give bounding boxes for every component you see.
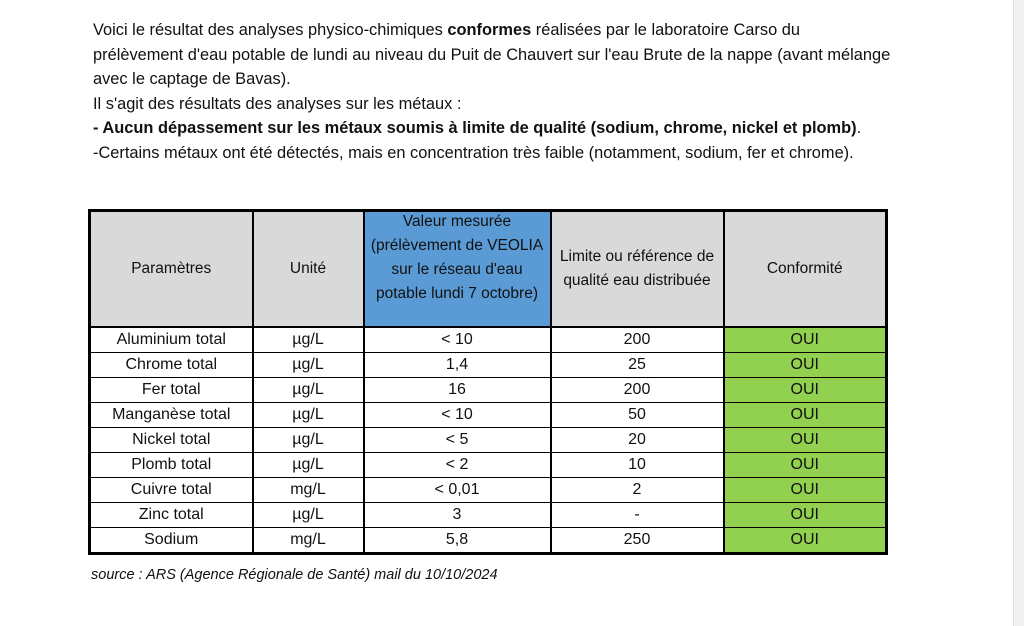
cell-conformite: OUI bbox=[724, 327, 887, 353]
cell-valeur: < 0,01 bbox=[364, 478, 551, 503]
results-table bbox=[88, 209, 888, 555]
cell-limite: 50 bbox=[551, 403, 724, 428]
table-row bbox=[90, 353, 887, 378]
header-valeur-mesuree: Valeur mesurée (prélèvement de VEOLIA sur le réseau d'eau potable lundi 7 octobre) bbox=[364, 211, 551, 328]
cell-unite: µg/L bbox=[253, 453, 364, 478]
header-unite: Unité bbox=[253, 211, 364, 328]
cell-limite: 200 bbox=[551, 378, 724, 403]
cell-parametre: Manganèse total bbox=[90, 403, 253, 428]
cell-unite: µg/L bbox=[253, 428, 364, 453]
table-row bbox=[90, 528, 887, 554]
cell-unite: µg/L bbox=[253, 353, 364, 378]
cell-conformite: OUI bbox=[724, 453, 887, 478]
cell-valeur: 5,8 bbox=[364, 528, 551, 554]
cell-conformite: OUI bbox=[724, 403, 887, 428]
cell-parametre: Zinc total bbox=[90, 503, 253, 528]
cell-limite: 10 bbox=[551, 453, 724, 478]
cell-valeur: 3 bbox=[364, 503, 551, 528]
table-header-row bbox=[90, 211, 887, 328]
intro-text bbox=[93, 18, 893, 165]
cell-valeur: 16 bbox=[364, 378, 551, 403]
cell-valeur: < 10 bbox=[364, 403, 551, 428]
cell-parametre: Cuivre total bbox=[90, 478, 253, 503]
source-caption: source : ARS (Agence Régionale de Santé) mail du 10/10/2024 bbox=[91, 567, 498, 583]
cell-conformite: OUI bbox=[724, 428, 887, 453]
cell-parametre: Chrome total bbox=[90, 353, 253, 378]
cell-parametre: Plomb total bbox=[90, 453, 253, 478]
intro-paragraph-1: Voici le résultat des analyses physico-chimiques conformes réalisées par le laboratoire Carso du prélèvement d'eau potable de lundi au niveau du Puit de Chauvert sur l'eau Brute de la nappe (avant mélange avec le captage de Bavas). bbox=[93, 21, 891, 88]
cell-conformite: OUI bbox=[724, 503, 887, 528]
table-row bbox=[90, 453, 887, 478]
table-row bbox=[90, 478, 887, 503]
cell-limite: 2 bbox=[551, 478, 724, 503]
intro-paragraph-3: - Aucun dépassement sur les métaux soumis à limite de qualité (sodium, chrome, nickel et plomb). bbox=[93, 119, 862, 137]
cell-parametre: Sodium bbox=[90, 528, 253, 554]
cell-limite: 25 bbox=[551, 353, 724, 378]
table-row bbox=[90, 378, 887, 403]
cell-unite: mg/L bbox=[253, 528, 364, 554]
intro-paragraph-4: -Certains métaux ont été détectés, mais en concentration très faible (notamment, sodium, fer et chrome). bbox=[93, 143, 854, 162]
header-conformite: Conformité bbox=[724, 211, 887, 328]
cell-unite: µg/L bbox=[253, 503, 364, 528]
header-parametres: Paramètres bbox=[90, 211, 253, 328]
header-limite: Limite ou référence de qualité eau distribuée bbox=[551, 211, 724, 328]
cell-parametre: Fer total bbox=[90, 378, 253, 403]
cell-unite: µg/L bbox=[253, 378, 364, 403]
table-row bbox=[90, 428, 887, 453]
page-edge bbox=[1013, 0, 1024, 626]
cell-conformite: OUI bbox=[724, 478, 887, 503]
cell-valeur: < 2 bbox=[364, 453, 551, 478]
cell-valeur: 1,4 bbox=[364, 353, 551, 378]
intro-paragraph-2: Il s'agit des résultats des analyses sur les métaux : bbox=[93, 94, 462, 113]
table-row bbox=[90, 403, 887, 428]
cell-parametre: Aluminium total bbox=[90, 327, 253, 353]
bold-conformes: conformes bbox=[447, 21, 532, 39]
cell-limite: 20 bbox=[551, 428, 724, 453]
cell-valeur: < 5 bbox=[364, 428, 551, 453]
cell-unite: mg/L bbox=[253, 478, 364, 503]
cell-parametre: Nickel total bbox=[90, 428, 253, 453]
table-row bbox=[90, 327, 887, 353]
cell-limite: 250 bbox=[551, 528, 724, 554]
cell-limite: - bbox=[551, 503, 724, 528]
cell-limite: 200 bbox=[551, 327, 724, 353]
cell-conformite: OUI bbox=[724, 528, 887, 554]
table-row bbox=[90, 503, 887, 528]
cell-unite: µg/L bbox=[253, 403, 364, 428]
cell-valeur: < 10 bbox=[364, 327, 551, 353]
cell-conformite: OUI bbox=[724, 353, 887, 378]
cell-conformite: OUI bbox=[724, 378, 887, 403]
cell-unite: µg/L bbox=[253, 327, 364, 353]
